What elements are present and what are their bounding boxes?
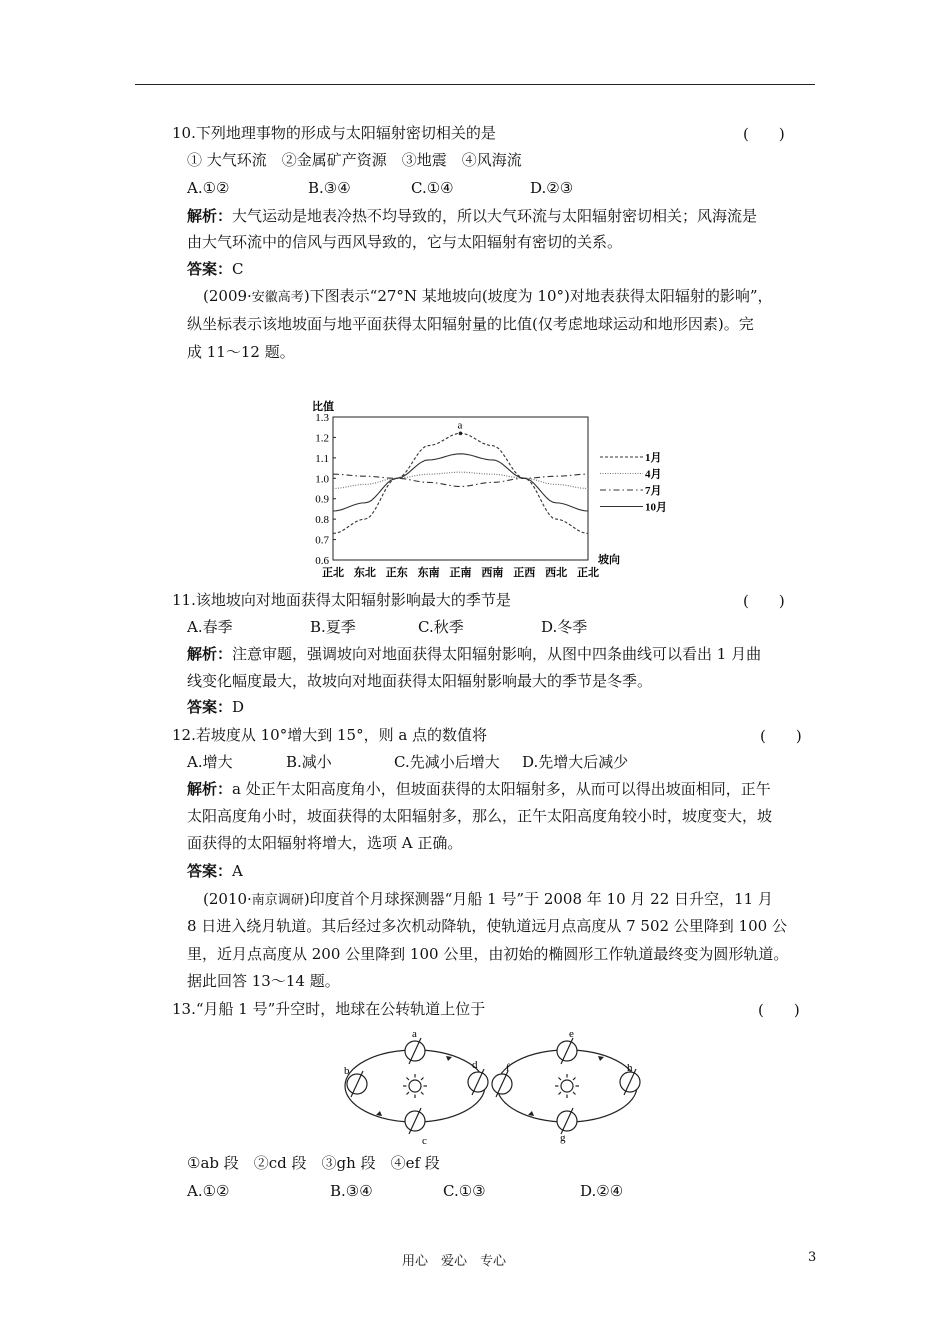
q10-analysis-cont: 由大气环流中的信风与西风导致的，它与太阳辐射有密切的关系。 [187,233,623,251]
q10-answer [187,259,244,279]
q11-option-a: A.春季 [187,618,233,636]
q12-option-d: D.先增大后减少 [522,753,629,771]
y-tick-label: 0.6 [315,555,329,567]
series-line [333,454,588,511]
orbit-arrow-icon [598,1056,604,1061]
earth-icon [557,1108,577,1134]
q10-answer-bracket: ( ) [743,125,785,143]
footer-motto: 用心 爱心 专心 [402,1254,507,1269]
y-tick-label: 1.3 [315,412,329,424]
q12-option-c: C.先减小后增大 [394,753,500,771]
intro2-line1 [203,889,773,911]
q13-items: ①ab 段 ②cd 段 ③gh 段 ④ef 段 [187,1154,440,1172]
intro2-line3: 里，近月点高度从 200 公里降到 100 公里，由初始的椭圆形工作轨道最终变为圆形轨道。 [187,945,789,963]
orbit-arrow-icon [528,1111,534,1116]
analysis-label: 解析： [187,780,233,798]
q11-answer [187,697,244,717]
q13-option-b: B.③④ [330,1182,373,1200]
legend-label: 1月 [645,452,662,464]
q11-analysis-text: 注意审题，强调坡向对地面获得太阳辐射影响，从图中四条曲线可以看出 1 月曲 [232,645,762,663]
q10-items: ① 大气环流 ②金属矿产资源 ③地震 ④风海流 [187,151,522,169]
orbit-label-a: a [412,1028,417,1040]
legend-label: 10月 [645,501,667,514]
x-tick-label: 正北 [322,567,344,579]
q12-answer-value: A [232,862,243,880]
sun-icon [555,1074,579,1098]
y-tick-label: 0.7 [315,534,329,547]
series-line [333,433,588,533]
q10-option-b: B.③④ [308,179,351,197]
radiation-ratio-chart [300,392,690,582]
q10-option-a: A.①② [187,179,230,197]
q12-analysis-cont-1: 太阳高度角小时，坡面获得的太阳辐射多，那么，正午太阳高度角较小时，坡度变大，坡 [187,807,773,825]
q13-answer-bracket: ( ) [758,1001,800,1019]
y-tick-label: 0.8 [315,514,329,527]
orbit-label-f: f [506,1062,510,1074]
orbit-label-g: g [560,1132,566,1144]
q13-option-d: D.②④ [580,1182,624,1200]
q12-analysis [187,779,771,799]
intro1-year: (2009· [203,287,252,305]
series-line [333,474,588,486]
legend-label: 7月 [645,485,662,497]
series-line [333,472,588,488]
intro2-line2: 8 日进入绕月轨道。其后经过多次机动降轨，使轨道远月点高度从 7 502 公里降到 100 公 [187,917,787,935]
earth-icon [347,1071,367,1097]
orbit-label-d: d [472,1059,478,1071]
answer-label: 答案： [187,260,233,278]
analysis-label: 解析： [187,207,233,225]
q13-stem: 13.“月船 1 号”升空时，地球在公转轨道上位于 [172,1000,486,1018]
q12-analysis-cont-2: 面获得的太阳辐射将增大，选项 A 正确。 [187,834,463,852]
q11-option-b: B.夏季 [310,618,356,636]
plot-frame [333,417,588,560]
q12-answer [187,861,243,881]
q10-analysis-text: 大气运动是地表冷热不均导致的，所以大气环流与太阳辐射密切相关；风海流是 [232,207,758,225]
q11-analysis [187,644,761,664]
header-rule [135,84,815,85]
answer-label: 答案： [187,862,233,880]
orbit-label-b: b [344,1065,350,1077]
q12-option-b: B.减小 [286,753,332,771]
intro1-line2: 纵坐标表示该地坡面与地平面获得太阳辐射量的比值(仅考虑地球运动和地形因素)。完 [187,315,754,333]
q11-answer-value: D [232,698,245,716]
earth-icon [557,1038,577,1064]
page-number: 3 [808,1250,817,1265]
q13-option-a: A.①② [187,1182,230,1200]
x-axis-label: 坡向 [598,554,620,566]
legend-label: 4月 [645,468,662,481]
q11-option-c: C.秋季 [418,618,464,636]
y-axis-label: 比值 [312,401,334,413]
q12-option-a: A.增大 [187,753,233,771]
x-tick-label: 正东 [385,567,408,579]
earth-icon [405,1108,425,1134]
q10-stem: 10.下列地理事物的形成与太阳辐射密切相关的是 [172,124,496,142]
earth-icon [468,1069,488,1095]
q10-analysis [187,206,757,226]
orbit-label-h: h [627,1062,633,1074]
intro1-source: 安徽高考 [251,290,304,305]
y-tick-label: 1.0 [315,473,329,486]
y-tick-label: 0.9 [315,493,329,506]
intro1-text: )下图表示“27°N 某地坡向(坡度为 10°)对地表获得太阳辐射的影响”， [303,287,773,305]
x-tick-label: 西南 [481,567,504,579]
intro2-line4: 据此回答 13～14 题。 [187,972,340,990]
intro2-year: (2010· [203,890,252,908]
q13-option-c: C.①③ [443,1182,486,1200]
x-tick-label: 正南 [449,567,472,579]
intro2-text: )印度首个月球探测器“月船 1 号”于 2008 年 10 月 22 日升空，11 月 [303,890,773,908]
q10-option-d: D.②③ [530,179,574,197]
q11-stem: 11.该地坡向对地面获得太阳辐射影响最大的季节是 [172,591,511,609]
y-tick-label: 1.2 [315,432,329,445]
orbit-arrow-icon [376,1111,382,1116]
intro1-line1 [203,286,773,308]
orbit-diagram [330,1024,660,1148]
answer-label: 答案： [187,698,233,716]
q12-stem: 12.若坡度从 10°增大到 15°，则 a 点的数值将 [172,726,488,744]
q11-answer-bracket: ( ) [743,592,785,610]
point-a-marker [459,432,463,436]
q12-answer-bracket: ( ) [760,727,802,745]
x-tick-label: 正北 [577,567,599,579]
x-tick-label: 东北 [353,567,376,579]
q11-option-d: D.冬季 [541,618,588,636]
earth-icon [405,1038,425,1064]
q10-option-c: C.①④ [411,179,454,197]
x-tick-label: 正西 [513,567,536,579]
x-tick-label: 西北 [545,567,568,579]
orbit-arrow-icon [446,1056,452,1061]
x-tick-label: 东南 [417,567,440,579]
orbit-label-e: e [569,1028,574,1040]
point-a-label: a [457,419,463,432]
sun-icon [403,1074,427,1098]
q10-answer-value: C [232,260,244,278]
q11-analysis-cont: 线变化幅度最大，故坡向对地面获得太阳辐射影响最大的季节是冬季。 [187,672,653,690]
intro1-line3: 成 11～12 题。 [187,343,295,361]
earth-icon [492,1071,512,1097]
analysis-label: 解析： [187,645,233,663]
y-tick-label: 1.1 [315,452,329,465]
q12-analysis-text: a 处正午太阳高度角小，但坡面获得的太阳辐射多，从而可以得出坡面相同，正午 [232,780,771,798]
orbit-label-c: c [422,1135,427,1147]
intro2-source: 南京调研 [251,893,304,908]
